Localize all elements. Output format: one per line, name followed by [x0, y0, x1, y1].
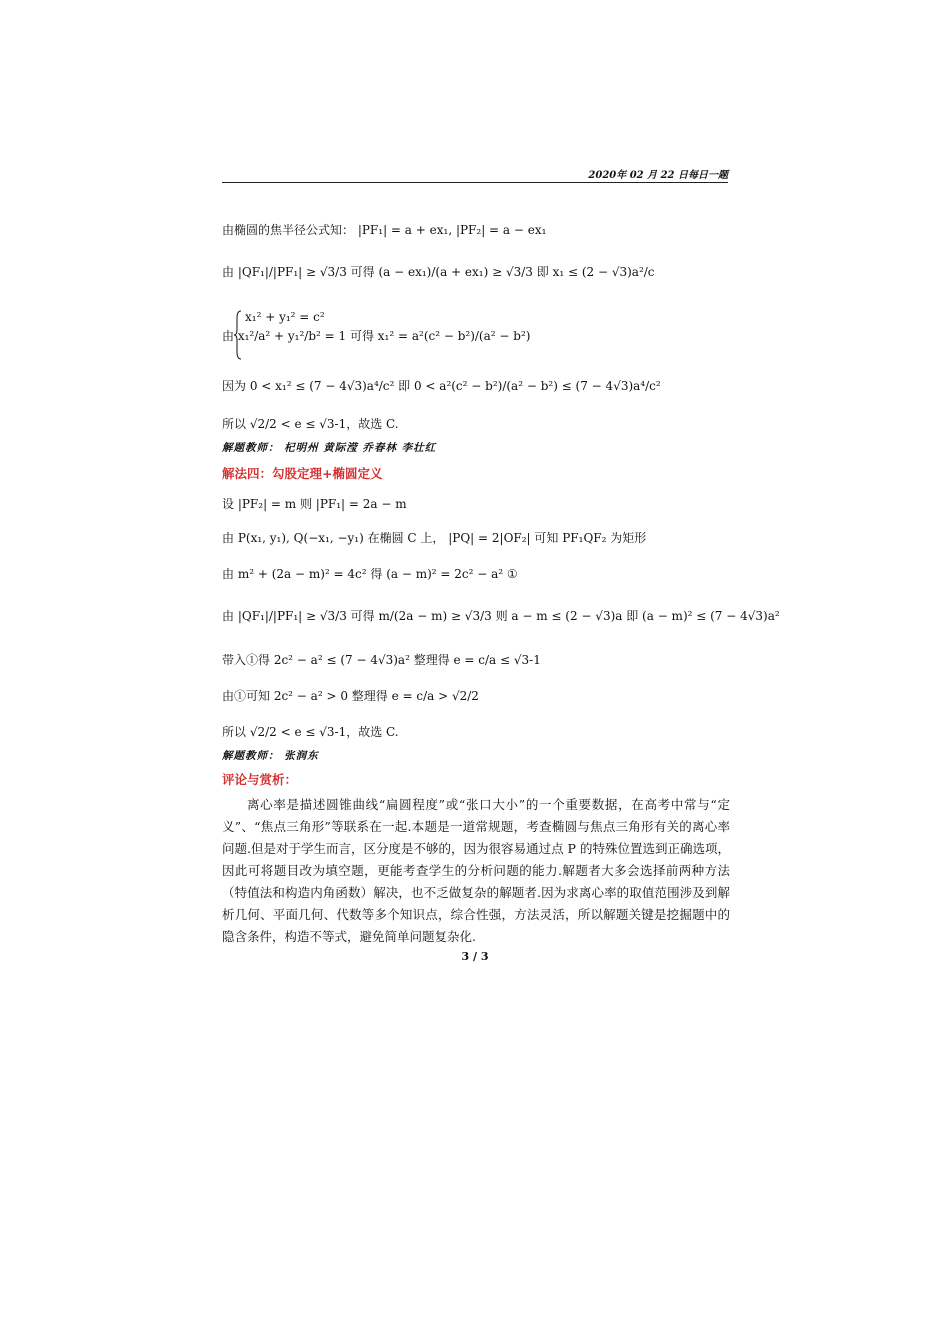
commentary-paragraph: 离心率是描述圆锥曲线“扁圆程度”或“张口大小”的一个重要数据，在高考中常与“定义”、“焦点三角形”等联系在一起.本题是一道常规题，考查椭圆与焦点三角形有关的离心率问题.但是对于学生而言，区分度是不够的，因为很容易通过点 P 的特殊位置选到正确选项，因此可将题目改为填空题，更能考查学生的分析问题的能力.解题者大多会选择前两种方法（特值法和构造内角函数）解决，也不乏做复杂的解题者.因为求离心率的取值范围涉及到解析几何、平面几何、代数等多个知识点，综合性强，方法灵活，所以解题关键是挖掘题中的隐含条件，构造不等式，避免简单问题复杂化.: [222, 797, 730, 944]
conclusion-method-four: 所以 √2/2 < e ≤ √3-1，故选 C.: [222, 725, 399, 739]
page-header: 2020年 02 月 22 日每日一题: [588, 170, 728, 181]
set-pf2-m: 设 |PF₂| = m 则 |PF₁| = 2a − m: [222, 497, 407, 511]
lower-bound-step: 由①可知 2c² − a² > 0 整理得 e = c/a > √2/2: [222, 689, 479, 703]
system-ellipse-equation: 由 x₁²/a² + y₁²/b² = 1 可得 x₁² = a²(c² − b²)/(a² − b²): [222, 329, 531, 343]
ratio-inequality: 由 |QF₁|/|PF₁| ≥ √3/3 可得 (a − ex₁)/(a + ex₁) ≥ √3/3 即 x₁ ≤ (2 − √3)a²/c: [222, 265, 655, 279]
conclusion-method-three: 所以 √2/2 < e ≤ √3-1，故选 C.: [222, 417, 399, 431]
substitute-step: 带入①得 2c² − a² ≤ (7 − 4√3)a² 整理得 e = c/a ≤ √3-1: [222, 653, 541, 667]
system-circle-equation: x₁² + y₁² = c²: [245, 310, 325, 324]
ratio-inequality-2: 由 |QF₁|/|PF₁| ≥ √3/3 可得 m/(2a − m) ≥ √3/3 则 a − m ≤ (2 − √3)a 即 (a − m)² ≤ (7 − 4√3)a²: [222, 609, 780, 623]
page-number: 3 / 3: [461, 950, 489, 963]
commentary-heading: 评论与赏析：: [222, 772, 298, 787]
rectangle-statement: 由 P(x₁, y₁), Q(−x₁, −y₁) 在椭圆 C 上， |PQ| = 2|OF₂| 可知 PF₁QF₂ 为矩形: [222, 531, 647, 545]
focal-radius-formula: 由椭圆的焦半径公式知： |PF₁| = a + ex₁, |PF₂| = a − ex₁: [222, 223, 547, 237]
header-rule: [222, 182, 728, 183]
bound-inequality: 因为 0 < x₁² ≤ (7 − 4√3)a⁴/c² 即 0 < a²(c² − b²)/(a² − b²) ≤ (7 − 4√3)a⁴/c²: [222, 379, 661, 393]
teacher-credit-1: 解题教师： 杞明州 黄际滢 乔春林 李壮红: [222, 442, 437, 454]
pythagorean-equation: 由 m² + (2a − m)² = 4c² 得 (a − m)² = 2c² − a² ①: [222, 567, 518, 581]
method-four-heading: 解法四：勾股定理+椭圆定义: [222, 466, 383, 481]
teacher-credit-2: 解题教师： 张润东: [222, 750, 319, 762]
